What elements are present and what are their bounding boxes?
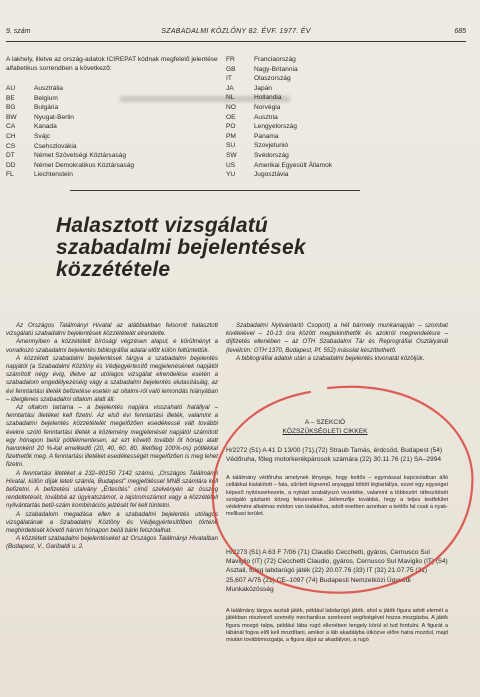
country-name: Ausztria — [254, 113, 278, 121]
page-number: 685 — [454, 28, 466, 35]
codes-intro: A lakhely, illetve az ország-adatok ICIREPAT kódnak megfelelő jelentése alfabetikus sorrendben a következő: — [6, 56, 218, 72]
country-code: DT — [6, 152, 15, 160]
country-code: FR — [226, 56, 235, 63]
section-code: A – SZEKCIÓ — [304, 419, 346, 426]
country-code: IT — [226, 75, 232, 83]
country-name: Lengyelország — [254, 123, 297, 131]
country-code: BG — [6, 104, 16, 112]
country-code: SW — [226, 151, 237, 159]
patent-entry-2: H/2273 (51) A 63 F 7/06 (71) Claudio Cecchetti, gyáros, Cernusco Sul Maviglio (IT) (72) Cecchetti Claudio, gyáros, Cernusco Sul Maviglio (IT) (54) Asztali, főleg labdarúgó játék (22) 20.07.76 (33) IT (32) 21.07.75 (31) 25,607 A/75 (21) CE–1097 (74) Budapesti Nemzetközi Ügyvédi Munkaközösség — [226, 549, 448, 593]
country-name: Nagy-Britannia — [254, 65, 298, 73]
patent-entry-1: H/2272 (51) A 41 D 13/00 (71),(72) Straub Tamás, érdcsöd, Budapest (54) Védőruha, főleg motorkerékpárosok számára (22) 30.11.76 (21) SA–2994 — [226, 447, 443, 464]
paragraph: A bibliográfiai adatok után a szabadalmi bejelentés kivonatát közöljük. — [236, 354, 425, 362]
paragraph: Az oltalom tartama – a bejelentés napjára visszaható hatállyal – fenntartási illetéket kell fizetni. Az első évi fenntartási illeték, valamint a szabadalmi bejelentés közzétételét megelőzően esedékessé vált további évekre szóló fenntartási illeték a közlemény megjelenését napjától számított egy hónapon belül pótlékmentesen, az ezt követő további öt hónap alatt havonként 20 %-kal emelkedő (20, 40, 60, 80, illetőleg 100%-os) pótlékkal fizethetők meg. A fenntartási illetéket esedékességét megelőzően is meg lehet fizetni. — [6, 404, 218, 469]
paragraph: Amennyiben a közzétételt bírósági végzésen alapul, e körülményt a vonatkozó szabadalmi bejelentés bibliográfiai adatai előtt külön feltüntettük. — [6, 338, 218, 354]
paragraph: A fenntartási illetéket a 232–90150 7142 számú, „Országos Találmányi Hivatal, külön díjak leteti számla, Budapest” megjelöléssel MNB számlára kell befizetni. A befizetési utalvány „Értesítés” című szelvényén az összeg rendeltetését, továbbá az ügyiratszámot, a lajstromszámot vagy a közzétételi nyilvántartás betű-szám kombinációs jelzését fel kell tüntetni. — [6, 469, 218, 510]
patent-abstract-1: A találmány védőruha amelynek lényege, hogy kettős – egymással kapcsolatban álló cellákkal kialakított – fala, sűrített légnemű anyaggal töltött légtartállya, ezzel egy egységet képező nyitószerkezete, a nyitást szabályozó vezetéke, valamint a többszöri ráfeszítését szolgáló gáztartó közeg felszerelése. Jellemzője továbbá, hogy a teljes testfelület védelmére alkalmas módon van kialakítva, adott esetben azonban a kettős fal csak a nyak-mellkasi terület. — [226, 475, 448, 518]
paragraph: A közzétett szabadalmi bejelentések tárgya a szabadalmi bejelentés napjától (a Szabadalmi Közlöny és Védjegyértesítő megjelenésének napjától számított négy évig, illetve az utólagos vizsgálat elrendelése esetén a szabadalom engedélyezéséig vagy a szabadalmi bejelentés elutasításáig, az évi fenntartási illeték befizetése esetén az oltalmi-ról való lemondás hiányában – ideiglenes szabadalmi oltalom alatt áll. — [6, 354, 218, 403]
country-code: CS — [6, 142, 16, 150]
country-name: Német Demokratikus Köztársaság — [34, 161, 135, 169]
country-code: JA — [226, 84, 234, 92]
country-name: Bulgária — [34, 104, 59, 112]
country-code: NL — [226, 94, 235, 102]
country-name: Nyugat-Berlin — [34, 113, 74, 121]
country-name: Hollandia — [254, 94, 282, 102]
country-code: OE — [226, 113, 236, 121]
country-code: CA — [6, 123, 16, 131]
country-name: Olaszország — [254, 75, 291, 83]
country-code: PO — [226, 123, 236, 131]
paragraph: Az Országos Találmányi Hivatal az alábbiakban felsorolt halasztott vizsgálatú szabadalmi bejelentések közzétételét elrendelte. — [6, 322, 218, 338]
country-code: US — [226, 161, 236, 169]
paragraph: A szabadalom megadása ellen a szabadalmi bejelentés utólagos vizsgálatának a Szabadalmi Közlöny és Védjegyértesítőben történő meghirdetését követő három hónapon belül bárki felszólalhat. — [6, 510, 218, 535]
patent-abstract-2: A találmány tárgya asztali játék, például labdarúgó játék, ahol a játék figura adott elemét a játékban résztvevő személy mechanikus szerkezet segítségével hozza mozgásba. A játék figura mozgó talpa, például lába rugó ellenében tengely körül el tud fordulni. A figurát a lábánál fogva elől kell mozdítani, amikor a láb akadályba ütközve előre hatra mozdul, majd miután továbbmozgatja, a figura átjut az akadályon, a rugó — [226, 608, 448, 644]
paragraph: A közzétett szabadalmi bejelentéseket az Országos Találmányi Hivatalban (Budapest, V., Garibaldi u. 2. — [6, 535, 218, 551]
country-name: Svájc — [34, 132, 51, 140]
country-name: Német Szövetségi Köztársaság — [34, 152, 126, 160]
title-line-1: Halasztott vizsgálatú — [56, 214, 268, 237]
journal-title: SZABADALMI KÖZLÖNY 82. ÉVF. 1977. ÉV — [161, 28, 311, 35]
section-title: KÖZSZÜKSÉGLETI CIKKEK — [282, 428, 368, 435]
country-code: DD — [6, 161, 16, 169]
country-name: Ausztrália — [34, 85, 63, 92]
country-name: Japán — [254, 84, 272, 92]
country-name: Franciaország — [254, 56, 296, 63]
country-name: Kanada — [34, 123, 57, 131]
country-code: CH — [6, 132, 16, 140]
country-name: Svédország — [254, 151, 289, 159]
country-code: AU — [6, 85, 16, 92]
country-code: NO — [226, 103, 236, 111]
country-name: Amerikai Egyesült Államok — [254, 161, 333, 169]
country-code: BE — [6, 94, 15, 102]
country-name: Belgium — [34, 94, 58, 102]
country-name: Szovjetunió — [254, 142, 289, 150]
country-name: Norvégia — [254, 103, 281, 111]
country-name: Liechtenstein — [34, 171, 73, 179]
country-code: GB — [226, 65, 236, 73]
country-code: YU — [226, 171, 236, 179]
country-code: BW — [6, 113, 17, 121]
issue-number: 9. szám — [6, 28, 31, 35]
country-name: Panama — [254, 132, 279, 140]
country-name: Csehszlovákia — [34, 142, 77, 150]
title-line-2: szabadalmi bejelentések — [56, 236, 306, 259]
title-line-3: közzététele — [56, 258, 171, 281]
country-code: PM — [226, 132, 236, 140]
country-code: FL — [6, 171, 14, 179]
country-code: SU — [226, 142, 236, 150]
paragraph: Szabadalmi Nyilvántartó Csoport) a hét bármely munkanapján – szombat kivételével – 10-13 óra között megtekinthetők és azokról megrendelésre – díjfizetés ellenében – az OTH Szabadalmi Tár és Reprográfiai Osztályánál (levélcím: OTH 1370, Budapest, Pf. 552) másolat készíttethető. — [226, 322, 448, 354]
country-name: Jugoszlávia — [254, 171, 289, 179]
